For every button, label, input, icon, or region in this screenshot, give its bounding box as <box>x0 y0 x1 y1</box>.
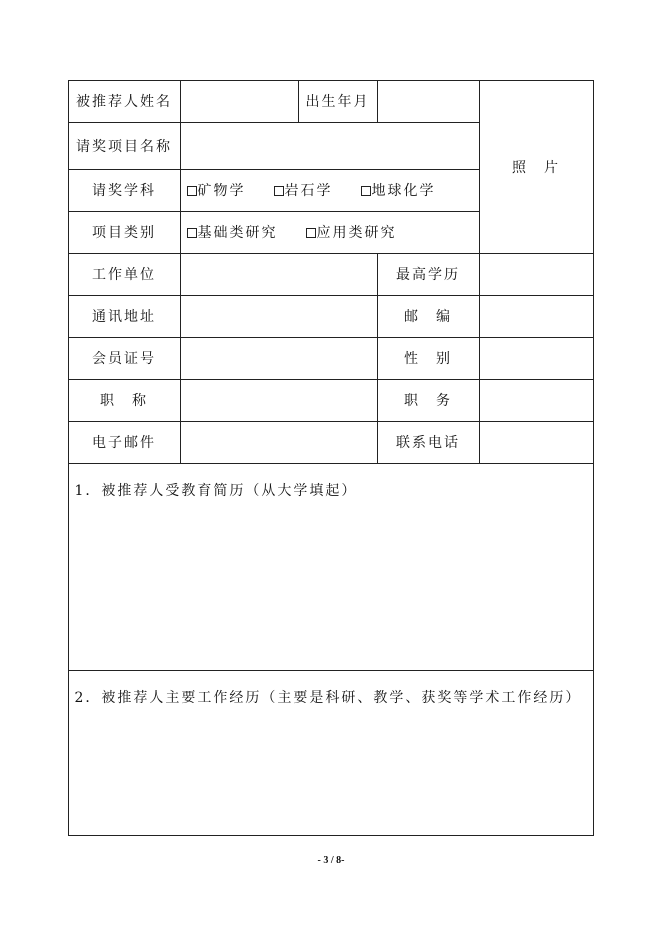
education-history-section[interactable]: 1．被推荐人受教育简历（从大学填起） <box>68 463 594 671</box>
option-label: 应用类研究 <box>316 225 397 241</box>
employer-field[interactable] <box>180 253 378 296</box>
checkbox-petrology[interactable] <box>274 180 333 200</box>
birth-label: 出生年月 <box>298 80 378 123</box>
member-label: 会员证号 <box>68 337 181 380</box>
email-label: 电子邮件 <box>68 421 181 464</box>
member-field[interactable] <box>180 337 378 380</box>
checkbox-basic-research[interactable] <box>187 222 278 242</box>
gender-field[interactable] <box>479 337 594 380</box>
category-label: 项目类别 <box>68 211 181 254</box>
name-field[interactable] <box>180 80 299 123</box>
project-field[interactable] <box>180 122 480 170</box>
checkbox-icon <box>361 186 371 196</box>
employer-label: 工作单位 <box>68 253 181 296</box>
option-label: 基础类研究 <box>197 225 278 241</box>
title-field[interactable] <box>180 379 378 422</box>
discipline-options <box>180 169 480 212</box>
phone-label: 联系电话 <box>377 421 480 464</box>
project-label: 请奖项目名称 <box>68 122 181 170</box>
checkbox-icon <box>187 228 197 238</box>
name-label: 被推荐人姓名 <box>68 80 181 123</box>
postcode-field[interactable] <box>479 295 594 338</box>
position-label: 职 务 <box>377 379 480 422</box>
work-history-section[interactable]: 2．被推荐人主要工作经历（主要是科研、教学、获奖等学术工作经历） <box>68 670 594 836</box>
education-label: 最高学历 <box>377 253 480 296</box>
discipline-label: 请奖学科 <box>68 169 181 212</box>
option-label: 岩石学 <box>284 183 333 199</box>
option-label: 地球化学 <box>371 183 436 199</box>
phone-field[interactable] <box>479 421 594 464</box>
email-field[interactable] <box>180 421 378 464</box>
checkbox-icon <box>306 228 316 238</box>
category-options <box>180 211 480 254</box>
checkbox-applied-research[interactable] <box>306 222 397 242</box>
position-field[interactable] <box>479 379 594 422</box>
checkbox-mineralogy[interactable] <box>187 180 246 200</box>
birth-field[interactable] <box>377 80 480 123</box>
address-label: 通讯地址 <box>68 295 181 338</box>
checkbox-icon <box>274 186 284 196</box>
checkbox-icon <box>187 186 197 196</box>
option-label: 矿物学 <box>197 183 246 199</box>
education-field[interactable] <box>479 253 594 296</box>
page-number: - 3 / 8- <box>317 855 345 866</box>
photo-cell[interactable]: 照 片 <box>479 80 594 254</box>
gender-label: 性 别 <box>377 337 480 380</box>
address-field[interactable] <box>180 295 378 338</box>
title-label: 职 称 <box>68 379 181 422</box>
postcode-label: 邮 编 <box>377 295 480 338</box>
checkbox-geochemistry[interactable] <box>361 180 436 200</box>
